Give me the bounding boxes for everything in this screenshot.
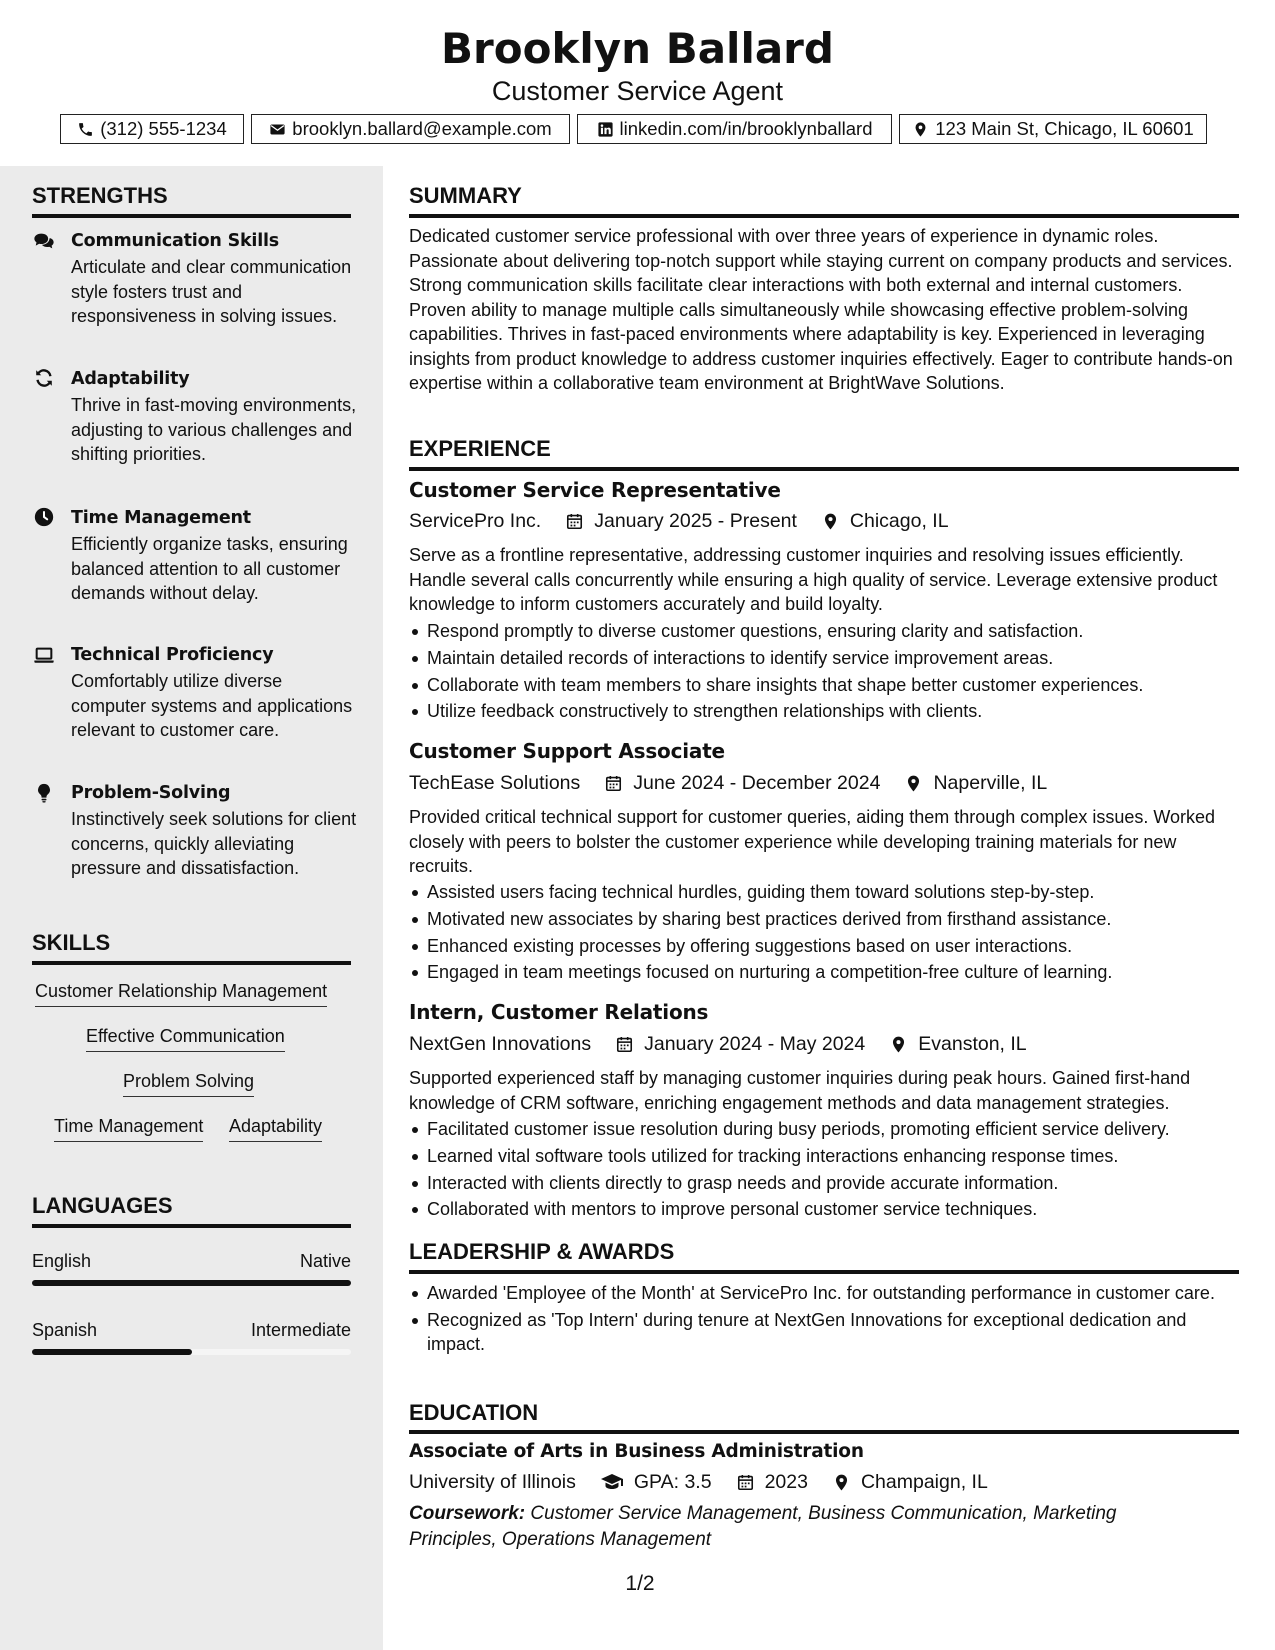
experience-heading: EXPERIENCE bbox=[409, 436, 551, 461]
calendar-icon bbox=[565, 512, 584, 531]
linkedin-icon bbox=[597, 121, 614, 138]
coursework-label: Coursework: bbox=[409, 1503, 526, 1524]
job-description: Supported experienced staff by managing customer inquiries during peak hours. Gained first-hand knowledge of CRM software, enriching engagement methods and data management strategies. bbox=[409, 1068, 1191, 1113]
job-location: Naperville, IL bbox=[933, 772, 1048, 794]
coursework bbox=[409, 1501, 1209, 1553]
job-meta bbox=[409, 1031, 1027, 1057]
sync-icon bbox=[33, 367, 55, 389]
contact-linkedin-text: linkedin.com/in/brooklynballard bbox=[619, 118, 873, 139]
strength-title: Time Management bbox=[71, 508, 251, 528]
job-location: Chicago, IL bbox=[849, 510, 949, 532]
list-item: Engaged in team meetings focused on nurturing a competition-free culture of learning. bbox=[427, 960, 1247, 985]
graduation-year: 2023 bbox=[764, 1471, 808, 1493]
gpa: GPA: 3.5 bbox=[633, 1471, 712, 1493]
page-number: 1/2 bbox=[625, 1572, 655, 1595]
map-pin-icon bbox=[904, 774, 923, 793]
graduation-cap-icon bbox=[600, 1470, 624, 1494]
language-level: Native bbox=[299, 1251, 351, 1271]
skill-tag: Time Management bbox=[54, 1114, 203, 1142]
job-meta bbox=[409, 508, 949, 534]
job-dates: January 2024 - May 2024 bbox=[644, 1033, 866, 1055]
list-item: Utilize feedback constructively to strengthen relationships with clients. bbox=[427, 699, 1247, 724]
job-dates: January 2025 - Present bbox=[594, 510, 797, 532]
job-company: NextGen Innovations bbox=[409, 1033, 592, 1055]
job-title: Customer Support Associate bbox=[409, 739, 725, 763]
job-bullets bbox=[409, 1117, 1247, 1224]
strength-title: Technical Proficiency bbox=[71, 645, 274, 665]
skill-tag: Customer Relationship Management bbox=[35, 979, 327, 1007]
job-location: Evanston, IL bbox=[918, 1033, 1027, 1055]
calendar-icon bbox=[615, 1035, 634, 1054]
job-bullets bbox=[409, 619, 1247, 726]
school-name: University of Illinois bbox=[409, 1471, 576, 1493]
contact-phone[interactable] bbox=[60, 114, 244, 144]
job-description: Provided critical technical support for customer queries, aiding them through complex issues. Worked closely with peers to bolster the customer experience while developing training materials for new recruits. bbox=[409, 807, 1216, 876]
summary-text: Dedicated customer service professional with over three years of experience in dynamic roles. Passionate about delivering top-notch support while staying current on company products and services. Strong communication skills facilitate clear interactions with both external and internal customers. Proven ability to manage multiple calls simultaneously while showcasing effective problem-solving capabilities. Thrives in fast-paced environments where adaptability is key. Experienced in leveraging insights from product knowledge to address customer inquiries effectively. Eager to contribute hands-on expertise within a collaborative team environment at BrightWave Solutions. bbox=[409, 226, 1233, 393]
clock-icon bbox=[33, 506, 55, 528]
list-item: Respond promptly to diverse customer questions, ensuring clarity and satisfaction. bbox=[427, 619, 1247, 644]
lightbulb-icon bbox=[33, 782, 55, 804]
contact-address[interactable] bbox=[899, 114, 1207, 144]
strength-desc: Articulate and clear communication style fosters trust and responsiveness in solving issues. bbox=[71, 257, 352, 326]
list-item: Motivated new associates by sharing best practices derived from firsthand assistance. bbox=[427, 907, 1247, 932]
map-pin-icon bbox=[889, 1035, 908, 1054]
skills-divider bbox=[32, 961, 351, 965]
list-item: Collaborate with team members to share insights that shape better customer experiences. bbox=[427, 673, 1247, 698]
strength-title: Problem-Solving bbox=[71, 783, 231, 803]
list-item: Learned vital software tools utilized for tracking interactions enhancing response times. bbox=[427, 1144, 1247, 1169]
skill-tag: Problem Solving bbox=[123, 1069, 254, 1097]
contact-linkedin[interactable] bbox=[577, 114, 892, 144]
awards-divider bbox=[409, 1270, 1239, 1274]
languages-divider bbox=[32, 1224, 351, 1228]
language-proficiency-fill bbox=[32, 1280, 351, 1286]
list-item: Facilitated customer issue resolution during busy periods, promoting efficient service delivery. bbox=[427, 1117, 1247, 1142]
job-title: Intern, Customer Relations bbox=[409, 1000, 709, 1024]
language-proficiency-bar bbox=[32, 1280, 351, 1286]
skill-tag: Adaptability bbox=[229, 1114, 322, 1142]
job-dates: June 2024 - December 2024 bbox=[633, 772, 881, 794]
language-proficiency-bar bbox=[32, 1349, 351, 1355]
language-level: Intermediate bbox=[250, 1320, 351, 1340]
job-meta bbox=[409, 770, 1047, 796]
job-description: Serve as a frontline representative, addressing customer inquiries and resolving issues efficiently. Handle several calls concurrently while ensuring a high quality of service. Leverage extensive product knowledge to inform customers accurately and build loyalty. bbox=[409, 545, 1218, 614]
calendar-icon bbox=[736, 1473, 755, 1492]
strengths-heading: STRENGTHS bbox=[32, 183, 168, 208]
language-proficiency-fill bbox=[32, 1349, 192, 1355]
candidate-title: Customer Service Agent bbox=[491, 76, 784, 106]
summary-heading: SUMMARY bbox=[409, 183, 522, 208]
candidate-name: Brooklyn Ballard bbox=[441, 24, 834, 73]
education-divider bbox=[409, 1430, 1239, 1434]
list-item: Collaborated with mentors to improve personal customer service techniques. bbox=[427, 1197, 1247, 1222]
skills-heading: SKILLS bbox=[32, 930, 111, 955]
list-item: Enhanced existing processes by offering suggestions based on user interactions. bbox=[427, 934, 1247, 959]
comments-icon bbox=[33, 230, 55, 252]
school-location: Champaign, IL bbox=[860, 1471, 988, 1493]
map-pin-icon bbox=[912, 121, 929, 138]
education-meta bbox=[409, 1469, 988, 1495]
language-name: Spanish bbox=[32, 1320, 98, 1340]
map-pin-icon bbox=[832, 1473, 851, 1492]
contact-phone-text: (312) 555-1234 bbox=[100, 118, 227, 139]
strength-desc: Instinctively seek solutions for client concerns, quickly alleviating pressure and dissatisfaction. bbox=[71, 809, 357, 878]
job-company: ServicePro Inc. bbox=[409, 510, 542, 532]
map-pin-icon bbox=[821, 512, 840, 531]
coursework-list: Customer Service Management, Business Communication, Marketing Principles, Operations Management bbox=[409, 1503, 1117, 1550]
awards-heading: LEADERSHIP & AWARDS bbox=[409, 1239, 675, 1264]
skill-tag: Effective Communication bbox=[86, 1024, 285, 1052]
calendar-icon bbox=[604, 774, 623, 793]
languages-heading: LANGUAGES bbox=[32, 1193, 173, 1218]
language-name: English bbox=[32, 1251, 92, 1271]
list-item: Recognized as 'Top Intern' during tenure at NextGen Innovations for exceptional dedication and impact. bbox=[427, 1308, 1247, 1357]
laptop-icon bbox=[33, 644, 55, 666]
contact-email[interactable] bbox=[251, 114, 570, 144]
list-item: Awarded 'Employee of the Month' at ServicePro Inc. for outstanding performance in customer care. bbox=[427, 1281, 1247, 1306]
list-item: Assisted users facing technical hurdles, guiding them toward solutions step-by-step. bbox=[427, 880, 1247, 905]
strength-desc: Thrive in fast-moving environments, adjusting to various challenges and shifting priorities. bbox=[71, 395, 357, 464]
contact-email-text: brooklyn.ballard@example.com bbox=[292, 118, 552, 139]
job-bullets bbox=[409, 880, 1247, 987]
strengths-divider bbox=[32, 214, 351, 218]
job-title: Customer Service Representative bbox=[409, 478, 781, 502]
list-item: Maintain detailed records of interactions to identify service improvement areas. bbox=[427, 646, 1247, 671]
contact-address-text: 123 Main St, Chicago, IL 60601 bbox=[935, 118, 1194, 139]
strength-title: Communication Skills bbox=[71, 231, 280, 251]
summary-divider bbox=[409, 214, 1239, 218]
list-item: Interacted with clients directly to grasp needs and provide accurate information. bbox=[427, 1171, 1247, 1196]
awards-list bbox=[409, 1281, 1247, 1359]
phone-icon bbox=[77, 121, 94, 138]
strength-title: Adaptability bbox=[71, 369, 190, 389]
job-company: TechEase Solutions bbox=[409, 772, 581, 794]
degree-title: Associate of Arts in Business Administration bbox=[409, 1441, 864, 1462]
envelope-icon bbox=[269, 121, 286, 138]
experience-divider bbox=[409, 467, 1239, 471]
resume-header bbox=[0, 0, 1275, 166]
sidebar bbox=[0, 166, 383, 1650]
strength-desc: Efficiently organize tasks, ensuring balanced attention to all customer demands without delay. bbox=[71, 534, 348, 603]
education-heading: EDUCATION bbox=[409, 1400, 539, 1425]
strength-desc: Comfortably utilize diverse computer systems and applications relevant to customer care. bbox=[71, 671, 353, 740]
